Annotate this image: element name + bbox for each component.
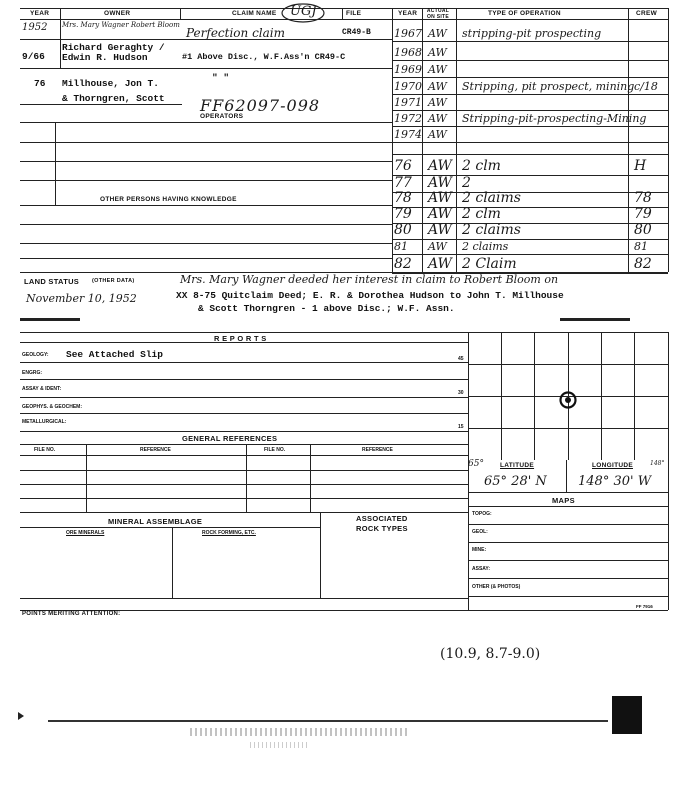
scan-mark <box>20 318 80 321</box>
operation-crew-11: 80 <box>634 222 652 238</box>
operation-crew-7: H <box>634 158 647 174</box>
tick-30: 30 <box>458 390 464 396</box>
ore-minerals-header: ORE MINERALS <box>66 530 105 536</box>
operation-site-8: AW <box>428 175 452 191</box>
location-marker-icon <box>558 390 578 410</box>
claim-name-2: #1 Above Disc., W.F.Ass'n CR49-C <box>182 52 346 62</box>
ref-file-no-header: FILE NO. <box>34 447 56 453</box>
land-status-deed-line1: XX 8-75 Quitclaim Deed; E. R. & Dorothea Hudson to John T. Millhouse <box>176 290 564 301</box>
geol-label: GEOL: <box>472 529 488 535</box>
land-status-deed-line2: & Scott Thorngren - 1 above Disc.; W.F. Assn. <box>198 303 455 314</box>
operation-crew-9: 78 <box>634 190 652 206</box>
operation-year-10: 79 <box>394 206 412 222</box>
rock-types-label: ROCK TYPES <box>356 524 408 533</box>
operation-site-0: AW <box>428 27 447 40</box>
operation-row-line <box>392 94 668 95</box>
operation-crew-12: 81 <box>634 240 648 253</box>
operation-type-11: 2 claims <box>462 222 521 238</box>
operation-year-8: 77 <box>394 175 412 191</box>
operation-crew-3: c/18 <box>634 80 658 93</box>
longitude-label: LONGITUDE <box>592 462 633 469</box>
longitude-value: 148° 30' W <box>578 474 652 489</box>
claim-name-header: CLAIM NAME <box>232 10 277 17</box>
operation-site-2: AW <box>428 63 447 76</box>
operation-year-12: 81 <box>394 240 408 253</box>
operation-row-line <box>392 77 668 78</box>
operation-type-9: 2 claims <box>462 190 521 206</box>
operation-site-6: AW <box>428 128 447 141</box>
operation-row-line <box>392 126 668 127</box>
land-status-label: LAND STATUS <box>24 277 80 286</box>
scan-noise-2 <box>250 742 310 748</box>
operation-year-1: 1968 <box>394 46 422 59</box>
scan-noise <box>190 728 410 736</box>
points-meriting-attention-label: POINTS MERITING ATTENTION: <box>22 611 121 617</box>
year-header-2: YEAR <box>398 10 418 17</box>
operation-type-12: 2 claims <box>462 240 509 253</box>
operation-row-line <box>392 110 668 111</box>
operation-row-line <box>392 142 668 143</box>
claim-name-4: FF62097-098 <box>200 96 321 115</box>
claim-file-1: CR49-B <box>342 28 371 37</box>
owner-name-4: & Thorngren, Scott <box>62 93 165 104</box>
tick-15: 15 <box>458 424 464 430</box>
operation-type-3: Stripping, pit prospect, mining <box>462 80 635 93</box>
operation-type-0: stripping-pit prospecting <box>462 27 602 40</box>
operation-site-9: AW <box>428 190 452 206</box>
crew-header: CREW <box>636 10 658 17</box>
ref-reference-header: REFERENCE <box>140 447 171 453</box>
tick-45: 45 <box>458 356 464 362</box>
type-of-operation-header: TYPE OF OPERATION <box>488 10 561 17</box>
owner-name-3: Millhouse, Jon T. <box>62 78 159 89</box>
geophys-label: GEOPHYS. & GEOCHEM: <box>22 404 83 410</box>
operation-site-5: AW <box>428 112 447 125</box>
operation-site-13: AW <box>428 256 452 272</box>
maps-label: MAPS <box>552 496 575 505</box>
circled-mark-icon <box>280 2 326 24</box>
reports-title: R E P O R T S <box>214 334 267 343</box>
owner-year-3: 76 <box>34 78 46 89</box>
general-references-title: GENERAL REFERENCES <box>182 434 278 443</box>
associated-label: ASSOCIATED <box>356 514 408 523</box>
claim-name-1: Perfection claim <box>186 26 285 40</box>
coordinates-note: (10.9, 8.7-9.0) <box>440 646 541 662</box>
operation-type-5: Stripping-pit-prospecting-Mining <box>462 112 647 125</box>
land-status-sub: (OTHER DATA) <box>92 278 135 284</box>
year-header: YEAR <box>30 10 50 17</box>
geology-label: GEOLOGY: <box>22 352 49 358</box>
other-persons-label: OTHER PERSONS HAVING KNOWLEDGE <box>100 196 237 203</box>
assay-map-label: ASSAY: <box>472 566 491 572</box>
engrg-label: ENGRG: <box>22 370 42 376</box>
owner-header: OWNER <box>104 10 131 17</box>
operation-row-line <box>392 254 668 255</box>
operation-site-4: AW <box>428 96 447 109</box>
operation-crew-10: 79 <box>634 206 652 222</box>
claim-name-handwritten: UGJ <box>290 4 317 19</box>
operation-site-7: AW <box>428 158 452 174</box>
actual-on-site-header: ACTUAL ON SITE <box>426 8 450 20</box>
lat-prefix: 65° <box>468 459 484 469</box>
owner-name-1: Mrs. Mary Wagner Robert Bloom <box>62 21 180 29</box>
ref-file-no-header-2: FILE NO. <box>264 447 286 453</box>
operation-site-12: AW <box>428 240 447 253</box>
operation-site-1: AW <box>428 46 447 59</box>
latitude-value: 65° 28' N <box>484 474 547 489</box>
claim-name-3: " " <box>212 72 230 83</box>
operation-year-11: 80 <box>394 222 412 238</box>
scan-mark-2 <box>560 318 630 321</box>
geology-value: See Attached Slip <box>66 349 163 360</box>
operation-year-9: 78 <box>394 190 412 206</box>
other-photos-label: OTHER (& PHOTOS) <box>472 584 521 590</box>
owner-year-2: 9/66 <box>22 51 45 62</box>
ref-reference-header-2: REFERENCE <box>362 447 393 453</box>
operation-site-10: AW <box>428 206 452 222</box>
owner-year-1: 1952 <box>22 22 48 33</box>
operation-year-5: 1972 <box>394 112 422 125</box>
operation-year-4: 1971 <box>394 96 422 109</box>
operation-type-13: 2 Claim <box>462 256 517 272</box>
operation-year-6: 1974 <box>394 128 422 141</box>
topog-label: TOPOG: <box>472 511 492 517</box>
operation-type-7: 2 clm <box>462 158 501 174</box>
metallurgical-label: METALLURGICAL: <box>22 419 67 425</box>
operation-year-7: 76 <box>394 158 412 174</box>
operation-row-line <box>392 60 668 61</box>
land-status-hand-note: Mrs. Mary Wagner deeded her interest in claim to Robert Bloom on <box>180 273 559 286</box>
operation-year-13: 82 <box>394 256 412 272</box>
operation-year-3: 1970 <box>394 80 422 93</box>
operation-site-3: AW <box>428 80 447 93</box>
operators-label: OPERATORS <box>200 113 244 120</box>
operation-year-0: 1967 <box>394 27 422 40</box>
scan-arrow-mark <box>18 712 24 720</box>
rock-forming-header: ROCK FORMING, ETC. <box>202 530 256 536</box>
lon-suffix: 148° <box>650 460 665 467</box>
mine-label: MINE: <box>472 547 487 553</box>
assay-ident-label: ASSAY & IDENT: <box>22 386 62 392</box>
operation-crew-13: 82 <box>634 256 652 272</box>
mineral-assemblage-title: MINERAL ASSEMBLAGE <box>108 517 203 526</box>
file-header: FILE <box>346 10 362 17</box>
latitude-label: LATITUDE <box>500 462 535 469</box>
owner-name-2: Richard Geraghty / Edwin R. Hudson <box>62 42 165 63</box>
land-status-date: November 10, 1952 <box>26 292 137 305</box>
operation-year-2: 1969 <box>394 63 422 76</box>
operation-type-8: 2 <box>462 175 471 191</box>
form-number: FF 7916 <box>636 604 653 609</box>
operation-row-line <box>392 41 668 42</box>
operation-type-10: 2 clm <box>462 206 501 222</box>
operation-site-11: AW <box>428 222 452 238</box>
scan-black-block <box>612 696 642 734</box>
